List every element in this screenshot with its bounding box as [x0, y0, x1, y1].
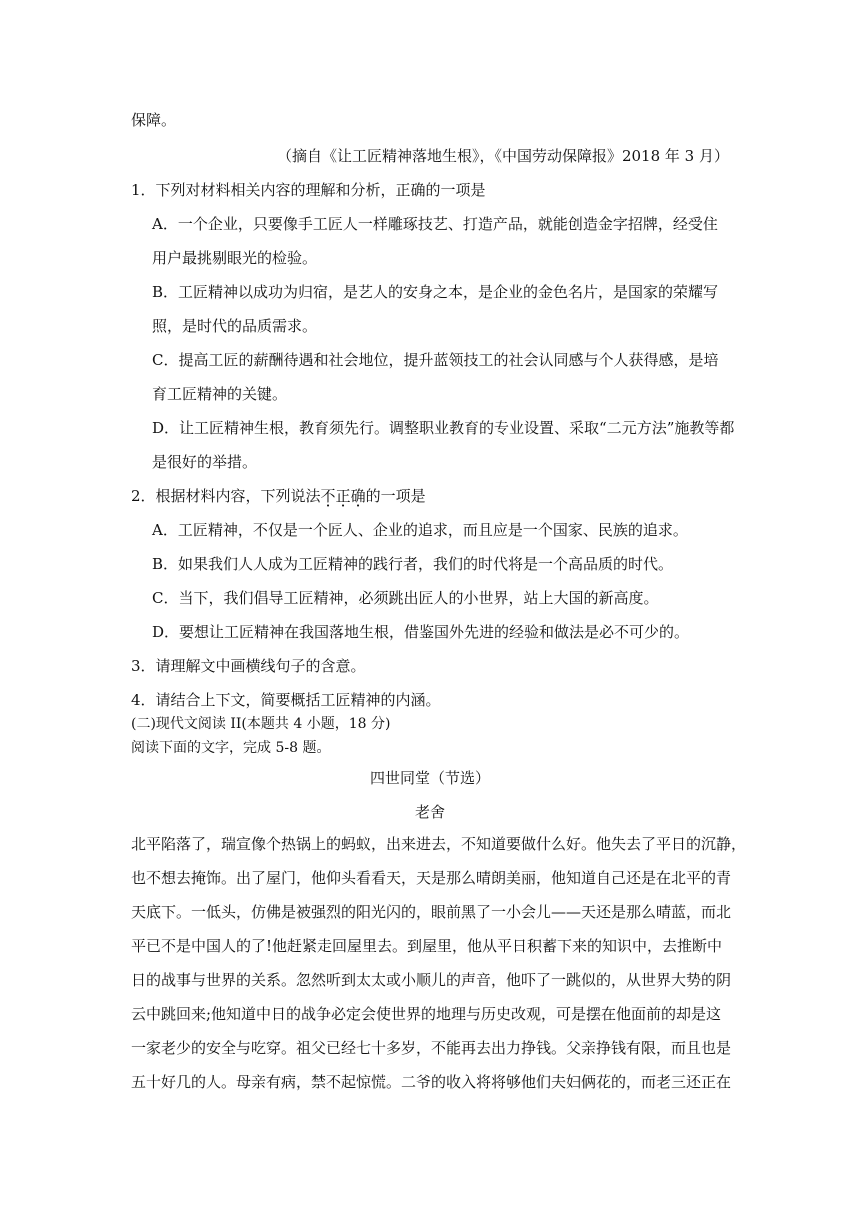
question-1-option-b: B．工匠精神以成功为归宿，是艺人的安身之本，是企业的金色名片，是国家的荣耀写 — [152, 283, 719, 301]
article-line: 日的战事与世界的关系。忽然听到太太或小顺儿的声音，他吓了一跳似的，从世界大势的阴 — [131, 971, 732, 989]
question-1-option-a: A．一个企业，只要像手工匠人一样雕琢技艺、打造产品，就能创造金字招牌，经受住 — [152, 215, 718, 233]
question-3: 3．请理解文中画横线句子的含意。 — [131, 657, 366, 675]
question-1-option-a-cont: 用户最挑剔眼光的检验。 — [152, 249, 318, 267]
article-title: 四世同堂（节选） — [369, 769, 490, 787]
article-line: 云中跳回来;他知道中日的战争必定会使世界的地理与历史改观，可是摆在他面前的却是这 — [131, 1005, 722, 1023]
emphasis-char-3: 确 — [350, 487, 366, 505]
question-1-option-d: D．让工匠精神生根，教育须先行。调整职业教育的专业设置、采取“二元方法”施教等都 — [152, 419, 735, 437]
question-2-option-c: C．当下，我们倡导工匠精神，必须跳出匠人的小世界，站上大国的新高度。 — [152, 589, 659, 607]
question-2-stem-pre: 2．根据材料内容，下列说法 — [131, 487, 321, 505]
question-1-option-c-cont: 育工匠精神的关键。 — [152, 385, 288, 403]
article-line: 也不想去掩饰。出了屋门，他仰头看看天，天是那么晴朗美丽，他知道自己还是在北平的青 — [131, 869, 732, 887]
question-4: 4．请结合上下文，简要概括工匠精神的内涵。 — [131, 691, 441, 709]
article-author: 老舍 — [414, 803, 445, 821]
question-1-stem: 1．下列对材料相关内容的理解和分析，正确的一项是 — [131, 181, 486, 199]
article-line: 五十好几的人。母亲有病，禁不起惊慌。二爷的收入将将够他们夫妇俩花的，而老三还正在 — [131, 1073, 732, 1091]
question-1-option-c: C．提高工匠的薪酬待遇和社会地位，提升蓝领技工的社会认同感与个人获得感，是培 — [152, 351, 719, 369]
question-2-option-b: B．如果我们人人成为工匠精神的践行者，我们的时代将是一个高品质的时代。 — [152, 555, 674, 573]
article-line: 北平陷落了，瑞宣像个热锅上的蚂蚁，出来进去，不知道要做什么好。他失去了平日的沉静， — [131, 835, 747, 853]
question-2-stem-post: 的一项是 — [365, 487, 426, 505]
article-line: 天底下。一低头，仿佛是被强烈的阳光闪的，眼前黑了一小会儿——天还是那么晴蓝，而北 — [131, 903, 732, 921]
article-line: 一家老少的安全与吃穿。祖父已经七十多岁，不能再去出力挣钱。父亲挣钱有限，而且也是 — [131, 1039, 732, 1057]
question-2-option-d: D．要想让工匠精神在我国落地生根，借鉴国外先进的经验和做法是必不可少的。 — [152, 623, 690, 641]
emphasis-char-2: 正 — [335, 487, 351, 505]
emphasis-char-1: 不 — [320, 487, 336, 505]
question-1-option-b-cont: 照，是时代的品质需求。 — [152, 317, 318, 335]
article-line: 平已不是中国人的了!他赶紧走回屋里去。到屋里，他从平日积蓄下来的知识中，去推断中 — [131, 937, 723, 955]
question-2-stem — [131, 486, 426, 506]
question-1-option-d-cont: 是很好的举措。 — [152, 453, 258, 471]
section-heading: (二)现代文阅读 II(本题共 4 小题，18 分) — [131, 716, 391, 732]
source-citation: （摘自《让工匠精神落地生根》，《中国劳动保障报》2018 年 3 月） — [276, 147, 729, 165]
top-fragment: 保障。 — [131, 111, 177, 129]
question-2-option-a: A．工匠精神，不仅是一个匠人、企业的追求，而且应是一个国家、民族的追求。 — [152, 521, 688, 539]
section-instruction: 阅读下面的文字，完成 5-8 题。 — [131, 740, 331, 756]
